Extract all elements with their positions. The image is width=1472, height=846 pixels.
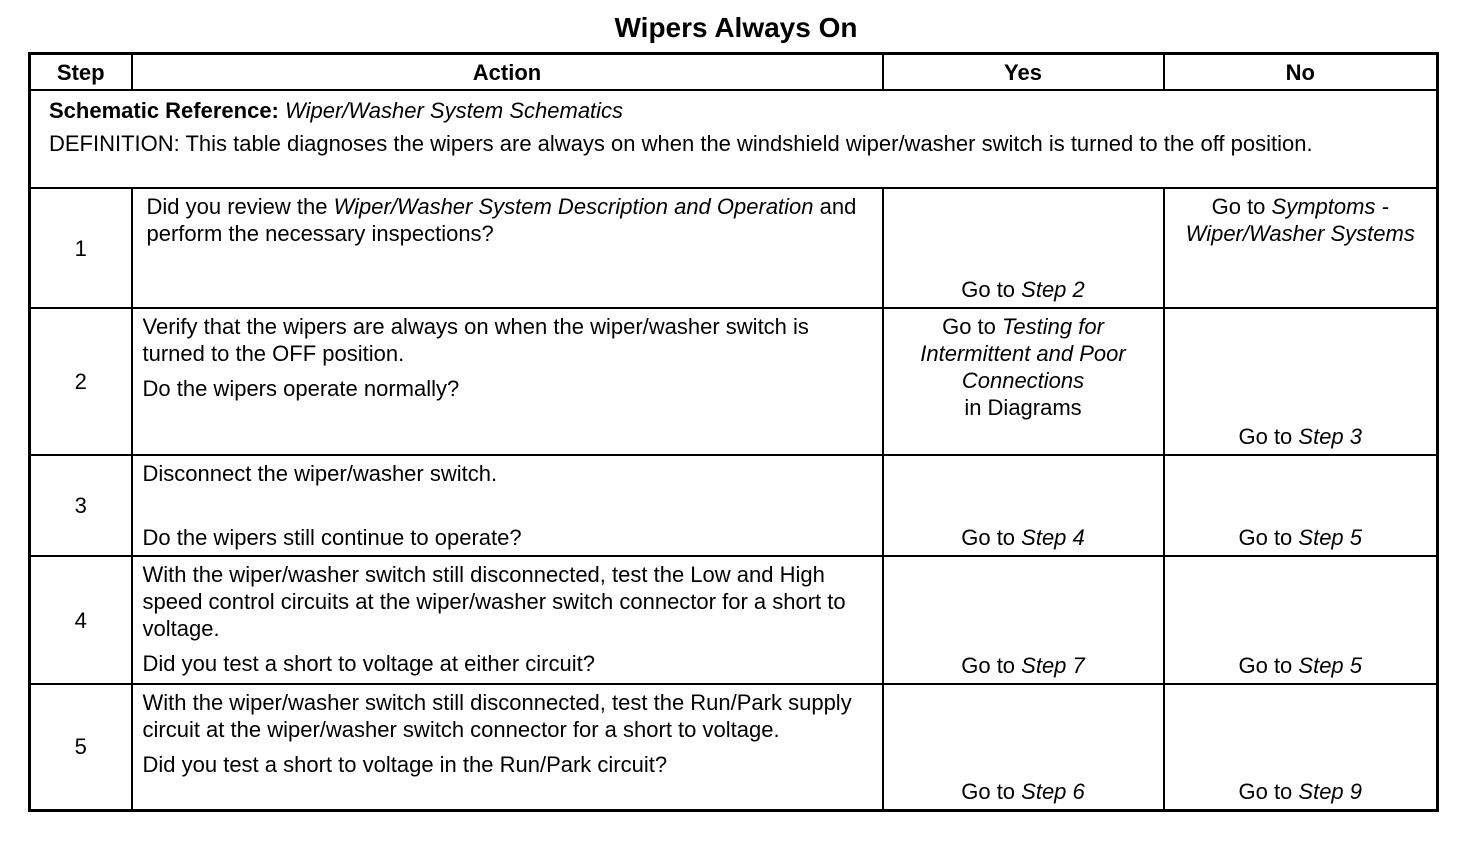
header-yes: Yes [883,54,1164,91]
reference-cell [30,90,1438,188]
step-question: Do the wipers operate normally? [142,376,460,401]
schematic-reference [49,97,1422,124]
goto-step-link[interactable]: Step 2 [1021,277,1085,302]
reference-row [30,90,1438,188]
step-action: Verify that the wipers are always on when the wiper/washer switch is turned to the OFF position. Do the wipers operate normally? [132,308,883,455]
step-no: Go to Symptoms - Wiper/Washer Systems [1164,188,1438,308]
step-action: With the wiper/washer switch still disconnected, test the Run/Park supply circuit at the wiper/washer switch connector for a short to voltage. Did you test a short to voltage in the Run/Park circuit? [132,684,883,810]
step-number: 5 [30,684,132,810]
symptoms-link[interactable]: Symptoms - Wiper/Washer Systems [1185,194,1415,246]
page-title: Wipers Always On [614,12,858,43]
table-row [30,455,1438,556]
header-action: Action [132,54,883,91]
step-action: Disconnect the wiper/washer switch. Do the wipers still continue to operate? [132,455,883,556]
table-row [30,308,1438,455]
step-yes: Go to Step 6 [883,684,1164,810]
step-no: Go to Step 9 [1164,684,1438,810]
goto-step-link[interactable]: Step 3 [1298,424,1363,449]
table-header-row [30,54,1438,91]
step-no: Go to Step 3 [1164,308,1438,455]
goto-step-link[interactable]: Step 7 [1021,653,1085,678]
step-action: With the wiper/washer switch still disconnected, test the Low and High speed control circuits at the wiper/washer switch connector for a short to voltage. Did you test a short to voltage at either circuit? [132,556,883,684]
step-yes: Go to Testing for Intermittent and Poor Connections in Diagrams [883,308,1164,455]
goto-step-link[interactable]: Step 4 [1021,525,1085,550]
header-no: No [1164,54,1438,91]
description-operation-link[interactable]: Wiper/Washer System Description and Operation [333,194,814,219]
step-yes: Go to Step 2 [883,188,1164,308]
step-number: 4 [30,556,132,684]
goto-step-link[interactable]: Step 9 [1298,778,1363,804]
table-row [30,556,1438,684]
table-row [30,188,1438,308]
goto-step-link[interactable]: Step 5 [1298,525,1363,550]
step-number: 2 [30,308,132,455]
step-number: 3 [30,455,132,556]
step-yes: Go to Step 4 [883,455,1164,556]
step-no: Go to Step 5 [1164,455,1438,556]
goto-step-link[interactable]: Step 6 [1021,778,1085,804]
definition-text: DEFINITION: This table diagnoses the wipers are always on when the windshield wiper/washer switch is turned to the off position. [49,131,1313,156]
step-no: Go to Step 5 [1164,556,1438,684]
step-question: Did you test a short to voltage at either circuit? [142,651,595,676]
goto-step-link[interactable]: Step 5 [1298,653,1363,678]
step-question: Do the wipers still continue to operate? [142,525,522,550]
table-row [30,684,1438,810]
step-action: Did you review the Wiper/Washer System Description and Operation and perform the necessary inspections? [132,188,883,308]
step-question: Did you test a short to voltage in the Run/Park circuit? [142,752,668,777]
diagnostic-table [28,52,1439,812]
step-number: 1 [30,188,132,308]
testing-intermittent-link[interactable]: Testing for Intermittent and Poor Connections [920,314,1126,393]
schematic-reference-label: Schematic Reference: [49,98,279,123]
step-yes: Go to Step 7 [883,556,1164,684]
header-step: Step [30,54,132,91]
schematic-reference-link[interactable]: Wiper/Washer System Schematics [285,98,624,123]
